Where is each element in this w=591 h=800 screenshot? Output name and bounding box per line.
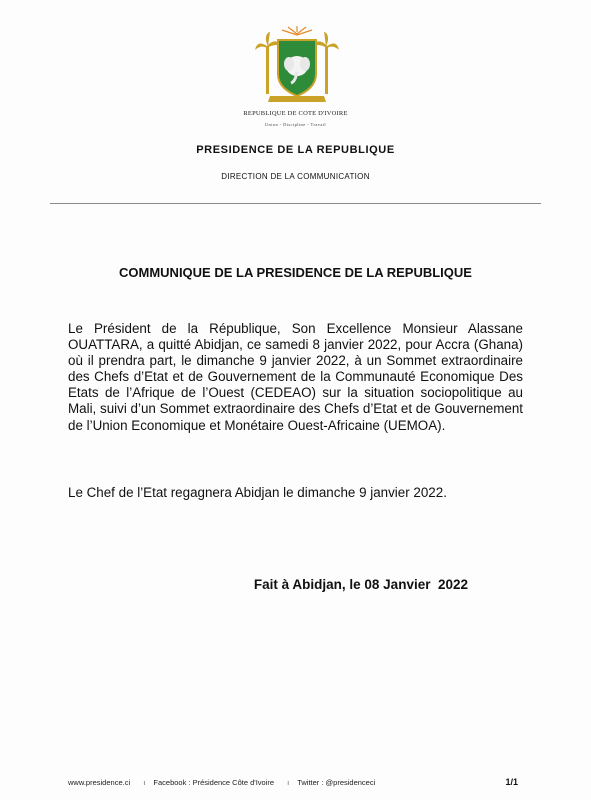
footer-facebook: Facebook : Présidence Côte d'Ivoire (153, 778, 275, 787)
footer-twitter: Twitter : @presidenceci (297, 778, 376, 787)
communique-paragraph-2: Le Chef de l’Etat regagnera Abidjan le dimanche 9 janvier 2022. (68, 485, 447, 500)
footer-contacts (68, 778, 380, 787)
coat-of-arms-icon (254, 26, 340, 106)
country-name: REPUBLIQUE DE COTE D'IVOIRE (243, 110, 348, 117)
institution-heading: PRESIDENCE DE LA REPUBLIQUE (196, 144, 395, 156)
footer-separator: ı (287, 778, 290, 787)
department-heading: DIRECTION DE LA COMMUNICATION (221, 172, 370, 181)
footer-separator: ı (143, 778, 146, 787)
header-divider (50, 203, 541, 204)
signature-line: Fait à Abidjan, le 08 Janvier 2022 (253, 577, 468, 592)
footer-website: www.presidence.ci (68, 778, 131, 787)
national-motto: Union - Discipline - Travail (264, 122, 327, 127)
page-number: 1/1 (505, 777, 518, 787)
communique-paragraph-1: Le Président de la République, Son Excellence Monsieur Alassane OUATTARA, a quitté Abidjan, ce samedi 8 janvier 2022, pour Accra (Ghana) où il prendra part, le dimanche 9 janvier 2022, à un Sommet extraordinaire des Chefs d’Etat et de Gouvernement de la Communauté Economique Des Etats de l’Afrique de l’Ouest (CEDEAO) sur la situation sociopolitique au Mali, suivi d’un Sommet extraordinaire des Chefs d’Etat et de Gouvernement de l’Union Economique et Monétaire Ouest-Africaine (UEMOA). (68, 321, 523, 433)
communique-title: COMMUNIQUE DE LA PRESIDENCE DE LA REPUBLIQUE (119, 265, 472, 280)
